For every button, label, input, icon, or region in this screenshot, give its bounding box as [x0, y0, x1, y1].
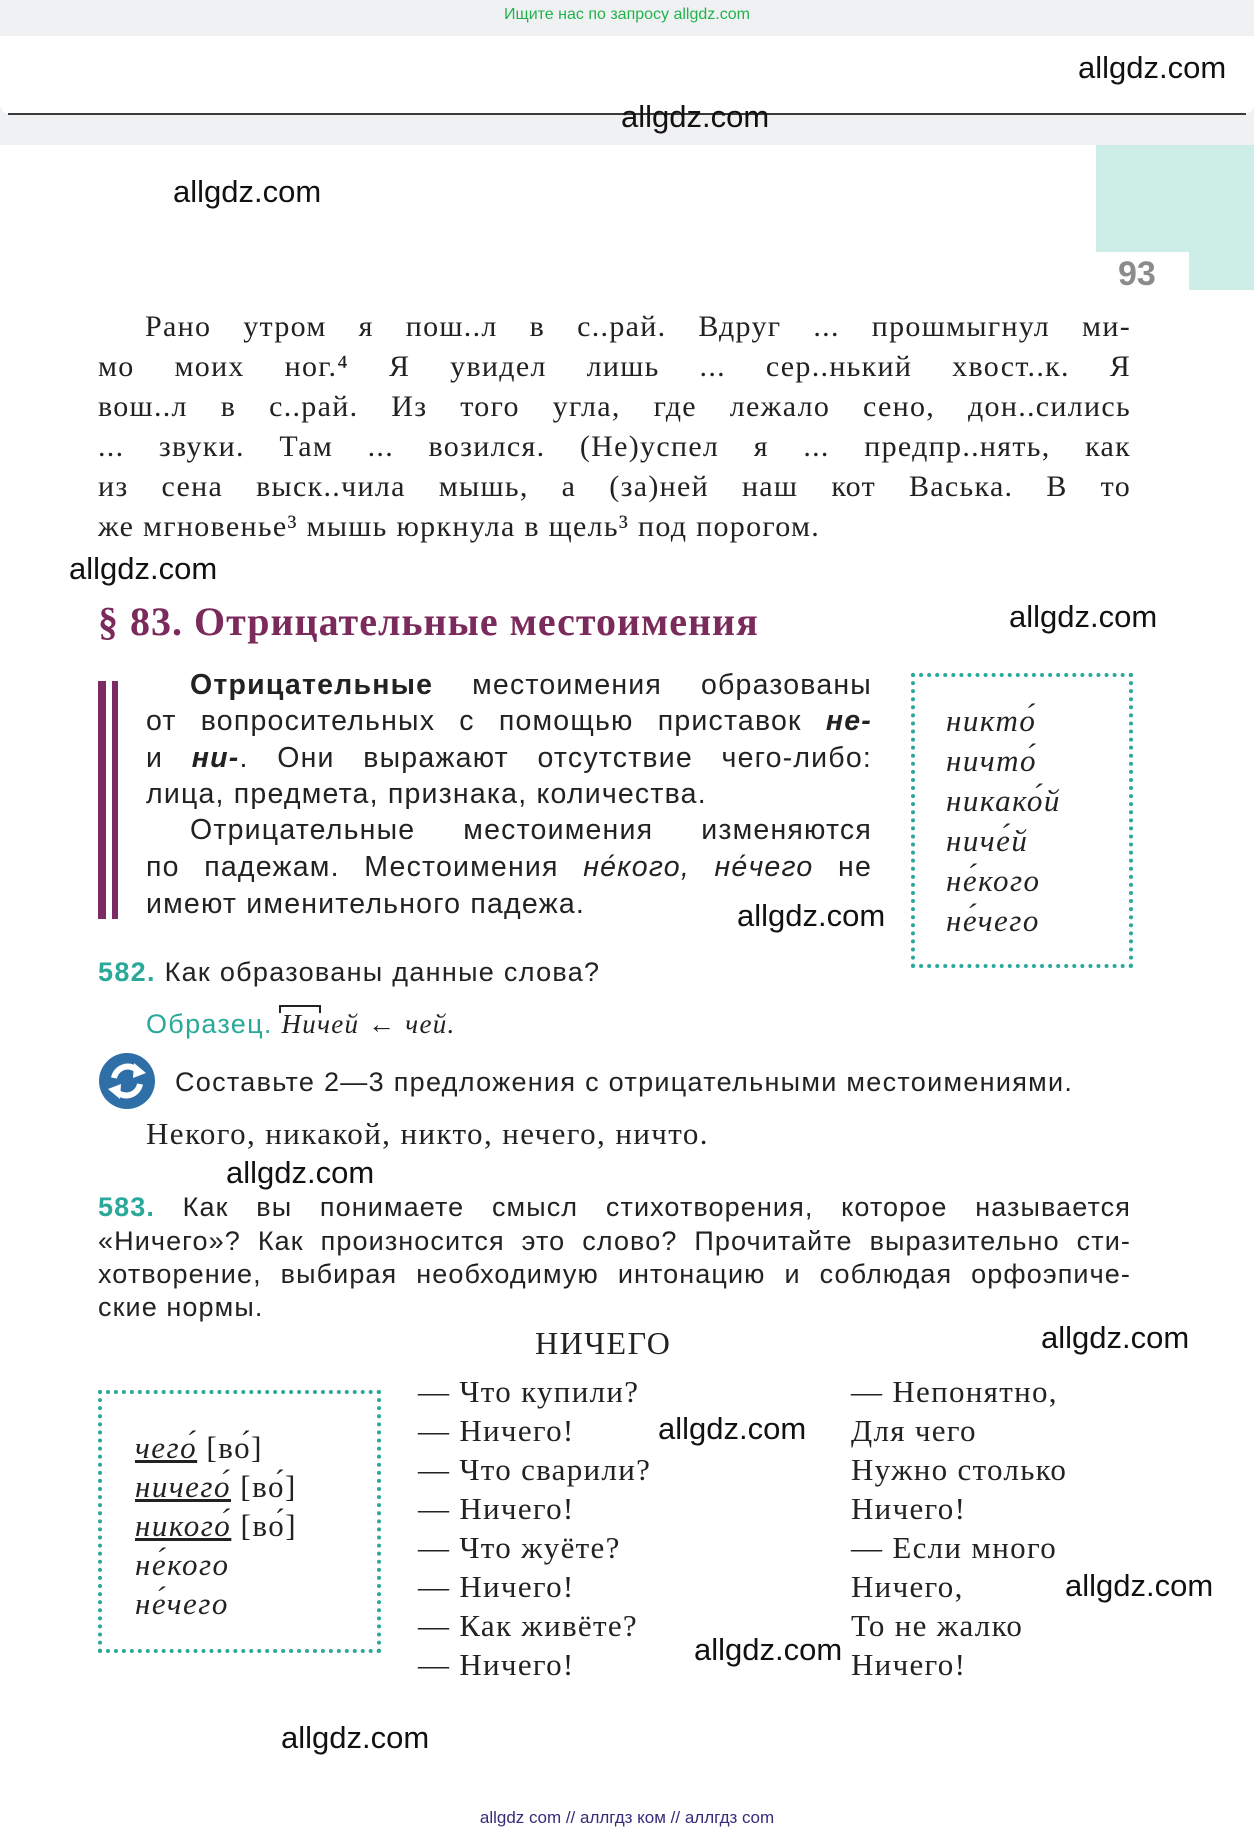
exercise-583-line: «Ничего»? Как произносится это слово? Прочитайте выразительно сти-	[98, 1226, 1131, 1256]
orthoepy-word: не́кого	[135, 1547, 230, 1582]
exercise-583-line: ские нормы.	[98, 1292, 264, 1322]
poem-line: — Что купили?	[418, 1374, 640, 1409]
rule-line	[146, 703, 872, 740]
poem-line: — Как живёте?	[418, 1608, 638, 1643]
watermark: allgdz.com	[737, 898, 886, 933]
poem-line: — Ничего!	[418, 1569, 575, 1604]
footer-links[interactable]: allgdz com // аллгдз ком // аллгдз com	[479, 1808, 775, 1827]
watermark: allgdz.com	[1041, 1320, 1190, 1355]
pronoun-item: не́чего	[946, 903, 1040, 938]
prefix-ne: не-	[825, 705, 872, 737]
orthoepy-word: не́чего	[135, 1586, 229, 1621]
orthoepy-word: никого́	[135, 1508, 232, 1543]
poem-title: НИЧЕГО	[535, 1325, 672, 1361]
poem-line: — Что жуёте?	[418, 1530, 621, 1565]
sample-word	[281, 1009, 359, 1040]
watermark: allgdz.com	[621, 99, 770, 134]
rule-example-words: не́кого, не́чего	[583, 851, 814, 883]
poem-line: То не жалко	[851, 1608, 1024, 1643]
watermark: allgdz.com	[694, 1632, 843, 1667]
exercise-text: Как вы понимаете смысл стихотворения, которое называется	[182, 1192, 1131, 1222]
rule-marker-bar	[112, 681, 118, 919]
rule-term: Отрицательные	[190, 669, 434, 701]
sample-label: Образец.	[146, 1009, 273, 1039]
orthoepy-word: чего́	[135, 1430, 198, 1465]
exercise-number: 582.	[98, 957, 156, 987]
rule-line: лица, предмета, признака, количества.	[146, 778, 707, 810]
watermark: allgdz.com	[1009, 599, 1158, 634]
pronoun-item: никако́й	[946, 783, 1061, 818]
poem-line: Для чего	[851, 1413, 977, 1448]
watermark: allgdz.com	[226, 1155, 375, 1190]
rule-text: и	[146, 742, 164, 774]
poem-line: Ничего!	[851, 1647, 967, 1682]
poem-line: — Что сварили?	[418, 1452, 652, 1487]
rule-text: . Они выражают отсутствие чего-либо:	[239, 742, 872, 774]
exercise-text-line: же мгновенье³ мышь юркнула в щель³ под порогом.	[98, 510, 821, 543]
watermark: allgdz.com	[1065, 1568, 1214, 1603]
exercise-text-line: вош..л в с..рай. Из того угла, где лежало сено, дон..сились	[98, 390, 1131, 423]
poem-line: — Непонятно,	[851, 1374, 1058, 1409]
word-list: Некого, никакой, никто, нечего, ничто.	[146, 1116, 709, 1151]
search-hint[interactable]: Ищите нас по запросу allgdz.com	[504, 6, 750, 23]
watermark: allgdz.com	[281, 1720, 430, 1755]
exercise-582-question	[98, 957, 600, 988]
pronoun-item: не́кого	[946, 863, 1041, 898]
poem-line: — Ничего!	[418, 1491, 575, 1526]
rule-text: не	[838, 851, 872, 883]
arrow-left-icon: ←	[368, 1009, 397, 1039]
sample-root: чей.	[405, 1009, 456, 1039]
watermark: allgdz.com	[1078, 50, 1227, 85]
poem-line: — Ничего!	[418, 1647, 575, 1682]
orthoepy-item	[135, 1545, 230, 1585]
rule-line	[190, 667, 872, 704]
watermark: allgdz.com	[173, 174, 322, 209]
orthoepy-pron: [во́]	[240, 1508, 298, 1543]
pronoun-item: никто́	[946, 703, 1037, 738]
exercise-text-line: Рано утром я пош..л в с..рай. Вдруг ... прошмыгнул ми-	[145, 310, 1131, 343]
watermark: allgdz.com	[69, 551, 218, 586]
orthoepy-item	[135, 1467, 297, 1507]
rule-marker-bar	[98, 681, 106, 919]
rule-line	[146, 740, 872, 777]
exercise-583-line: хотворение, выбирая необходимую интонацию и соблюдая орфоэпиче-	[98, 1259, 1131, 1289]
watermark: allgdz.com	[658, 1411, 807, 1446]
prefix-mark	[279, 1005, 321, 1013]
orthoepy-item	[135, 1584, 229, 1624]
orthoepy-word: ничего́	[135, 1469, 232, 1504]
sample-word-text: Ничей	[281, 1009, 360, 1039]
poem-line: Ничего!	[851, 1491, 967, 1526]
exercise-583-line	[98, 1191, 1131, 1225]
orthoepy-item	[135, 1506, 297, 1546]
orthoepy-pron: [во́]	[206, 1430, 263, 1465]
section-heading: § 83. Отрицательные местоимения	[98, 599, 759, 644]
poem-line: — Ничего!	[418, 1413, 575, 1448]
rule-text: от вопросительных с помощью приставок	[146, 705, 802, 737]
exercise-text-line: мо моих ног.⁴ Я увидел лишь ... сер..нький хвост..к. Я	[98, 350, 1131, 383]
poem-line: — Если много	[851, 1530, 1058, 1565]
repeat-icon	[98, 1052, 156, 1110]
rule-line: имеют именительного падежа.	[146, 888, 586, 920]
prefix-ni: ни-	[191, 742, 240, 774]
exercise-number: 583.	[98, 1192, 155, 1222]
pronoun-item: ниче́й	[946, 823, 1029, 858]
rule-text: местоимения образованы	[472, 669, 872, 701]
rule-line	[146, 849, 872, 886]
poem-line: Нужно столько	[851, 1452, 1068, 1487]
question-text: Как образованы данные слова?	[164, 957, 601, 987]
sample-line	[146, 1009, 456, 1040]
rule-text: по падежам. Местоимения	[146, 851, 559, 883]
orthoepy-item	[135, 1428, 263, 1468]
rule-line: Отрицательные местоимения изменяются	[190, 814, 872, 846]
orthoepy-pron: [во́]	[240, 1469, 297, 1504]
exercise-text-line: ... звуки. Там ... возился. (Не)успел я ... предпр..нять, как	[98, 430, 1131, 463]
exercise-text-line: из сена выск..чила мышь, а (за)ней наш кот Васька. В то	[98, 470, 1131, 503]
exercise-582-task: Составьте 2—3 предложения с отрицательными местоимениями.	[175, 1067, 1074, 1097]
pronoun-item: ничто́	[946, 743, 1038, 778]
page-number: 93	[1118, 255, 1156, 293]
poem-line: Ничего,	[851, 1569, 964, 1604]
